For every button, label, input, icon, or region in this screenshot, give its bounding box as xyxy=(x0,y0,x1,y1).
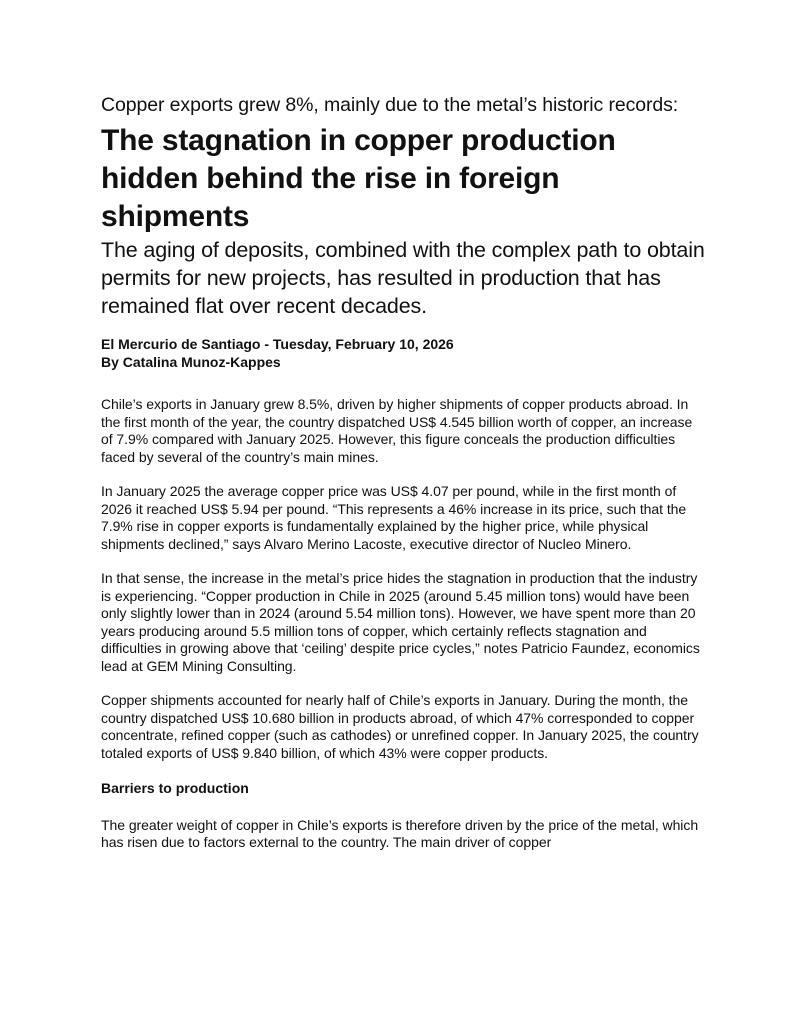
article-body xyxy=(101,396,706,852)
body-paragraph: Copper shipments accounted for nearly half of Chile’s exports in January. During the month, the country dispatched US$ 10.680 billion in products abroad, of which 47% corresponded to copper concentrate, refined copper (such as cathodes) or unrefined copper. In January 2025, the country totaled exports of US$ 9.840 billion, of which 43% were copper products. xyxy=(101,692,699,761)
body-paragraph: In January 2025 the average copper price was US$ 4.07 per pound, while in the first month of 2026 it reached US$ 5.94 per pound. “This represents a 46% increase in its price, such that the 7.9% rise in copper exports is fundamentally explained by the higher price, while physical shipments declined,” says Alvaro Merino Lacoste, executive director of Nucleo Minero. xyxy=(101,483,687,552)
author-line: By Catalina Munoz-Kappes xyxy=(101,353,281,370)
article-subheadline: The aging of deposits, combined with the complex path to obtain permits for new projects, has resulted in production that has remained flat over recent decades. xyxy=(101,238,705,318)
body-paragraph: Chile’s exports in January grew 8.5%, driven by higher shipments of copper products abroad. In the first month of the year, the country dispatched US$ 4.545 billion worth of copper, an increase of 7.9% compared with January 2025. However, this figure conceals the production difficulties faced by several of the country’s main mines. xyxy=(101,396,693,465)
byline xyxy=(101,336,706,371)
source-line: El Mercurio de Santiago - Tuesday, February 10, 2026 xyxy=(101,336,454,352)
section-heading: Barriers to production xyxy=(101,780,249,796)
article-headline: The stagnation in copper production hidden behind the rise in foreign shipments xyxy=(101,124,616,233)
body-paragraph: In that sense, the increase in the metal’s price hides the stagnation in production that the industry is experiencing. “Copper production in Chile in 2025 (around 5.45 million tons) would have been only slightly lower than in 2024 (around 5.54 million tons). However, we have spent more than 20 years producing around 5.5 million tons of copper, which certainly reflects stagnation and difficulties in growing above that ‘ceiling’ despite price cycles,” notes Patricio Faundez, economics lead at GEM Mining Consulting. xyxy=(101,570,700,674)
article xyxy=(101,93,706,852)
body-paragraph: The greater weight of copper in Chile’s exports is therefore driven by the price of the metal, which has risen due to factors external to the country. The main driver of copper xyxy=(101,816,699,850)
article-kicker: Copper exports grew 8%, mainly due to the metal’s historic records: xyxy=(101,94,679,116)
